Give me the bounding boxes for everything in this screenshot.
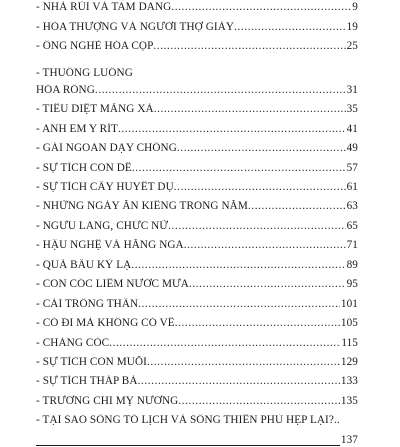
toc-entry-title: - CON CÓC LIẾM NƯỚC MƯA ..... xyxy=(36,278,358,290)
toc-entry-title: - SỰ TÍCH CÂY HUYẾT DỤ ..... xyxy=(36,181,358,193)
toc-entry-title: - ANH EM Y RÍT ..... xyxy=(36,123,358,135)
toc-entry-page: 105 xyxy=(340,317,358,330)
toc-entry-title: - TRƯƠNG CHI MỴ NƯƠNG ..... xyxy=(36,395,358,407)
toc-entry-page: 19 xyxy=(346,20,358,33)
toc-entry-title: - NGƯU LANG, CHỨC NỮ ..... xyxy=(36,220,358,232)
toc-entry-title: - CHÀNG CÓC ..... xyxy=(36,337,358,349)
toc-entry-page: 61 xyxy=(346,181,358,193)
toc-entry xyxy=(36,350,358,369)
toc-entry xyxy=(36,233,358,252)
toc-entry-page: 41 xyxy=(346,122,358,135)
toc-entry-title: - THUỐNG LUỒNG xyxy=(36,66,133,79)
toc-entry-title: - SỰ TÍCH CON DẾ ..... xyxy=(36,162,358,174)
toc-entry-title: HÓA RỒNG ..... xyxy=(36,84,358,96)
toc-entry-page: 135 xyxy=(340,394,358,407)
toc-entry xyxy=(36,175,358,194)
toc-entry-page: 65 xyxy=(346,219,358,232)
toc-entry-page: 31 xyxy=(346,83,358,96)
toc-entry xyxy=(36,408,358,427)
toc-entry-page: 63 xyxy=(346,200,358,213)
toc-entry xyxy=(36,34,358,53)
toc-entry-title: - SỰ TÍCH THÁP BÀ ..... xyxy=(36,375,358,387)
toc-entry-page: 89 xyxy=(346,258,358,271)
toc-entry-title: - QUẢ BẦU KỲ LẠ ..... xyxy=(36,259,358,271)
toc-entry xyxy=(36,291,358,310)
toc-entry-page: 71 xyxy=(346,239,358,252)
toc-entry-page: 101 xyxy=(340,297,358,310)
toc-entry xyxy=(36,252,358,271)
toc-entry-page: 115 xyxy=(341,336,358,349)
toc-entry xyxy=(36,388,358,407)
toc-entry xyxy=(36,136,358,155)
toc-entry-page: 133 xyxy=(340,375,358,388)
toc-entry-page: 49 xyxy=(346,142,358,155)
toc-entry-page: 57 xyxy=(346,161,358,174)
toc-entry xyxy=(36,369,358,388)
toc-entry xyxy=(36,427,358,446)
toc-entry-title: - NHÀ RỦI VÀ TAM DANG ..... xyxy=(36,1,358,13)
toc-entry-title: - NHỮNG NGÀY ĂN KIÊNG TRONG NĂM ..... xyxy=(36,200,358,212)
toc-entry-page: 129 xyxy=(340,355,358,368)
table-of-contents xyxy=(36,0,358,447)
toc-entry-page: 35 xyxy=(346,103,358,116)
toc-entry xyxy=(36,272,358,291)
toc-entry-page: 137 xyxy=(340,433,358,446)
toc-leader-rule xyxy=(36,445,358,446)
toc-entry xyxy=(36,311,358,330)
toc-entry-title: - SỰ TÍCH CON MUỖI ..... xyxy=(36,356,358,368)
toc-entry xyxy=(36,97,358,116)
toc-entry xyxy=(36,213,358,232)
toc-entry-title: - GÁI NGOAN DẠY CHỒNG ..... xyxy=(36,142,358,154)
toc-entry-title: - CÁI TRỐNG THẦN ..... xyxy=(36,298,358,310)
toc-entry xyxy=(36,14,358,33)
toc-entry-title: - CÓ ĐI MÀ KHÔNG CÓ VỀ ..... xyxy=(36,317,358,329)
toc-entry xyxy=(36,116,358,135)
toc-entry-title: - TẠI SAO SÔNG TÔ LỊCH VÀ SÔNG THIÊN PHÙ HẸP LẠI?.. xyxy=(36,414,340,427)
toc-entry-page: 9 xyxy=(352,1,358,14)
toc-entry-title: - HẬU NGHỆ VÀ HẰNG NGA ..... xyxy=(36,239,358,251)
toc-entry xyxy=(36,330,358,349)
toc-entry-page: 95 xyxy=(346,278,358,291)
toc-entry xyxy=(36,53,358,80)
toc-entry-title: - ÔNG NGHÈ HÓA CỌP ..... xyxy=(36,40,358,52)
toc-entry xyxy=(36,0,358,14)
toc-entry xyxy=(36,155,358,174)
toc-entry-page: 25 xyxy=(346,40,358,53)
toc-entry-title: - HÒA THƯỢNG VÀ NGƯỜI THỢ GIÀY ..... xyxy=(36,21,358,33)
toc-entry xyxy=(36,80,358,97)
toc-entry xyxy=(36,194,358,213)
toc-entry-title: - TIÊU DIỆT MÃNG XÀ ..... xyxy=(36,103,358,115)
